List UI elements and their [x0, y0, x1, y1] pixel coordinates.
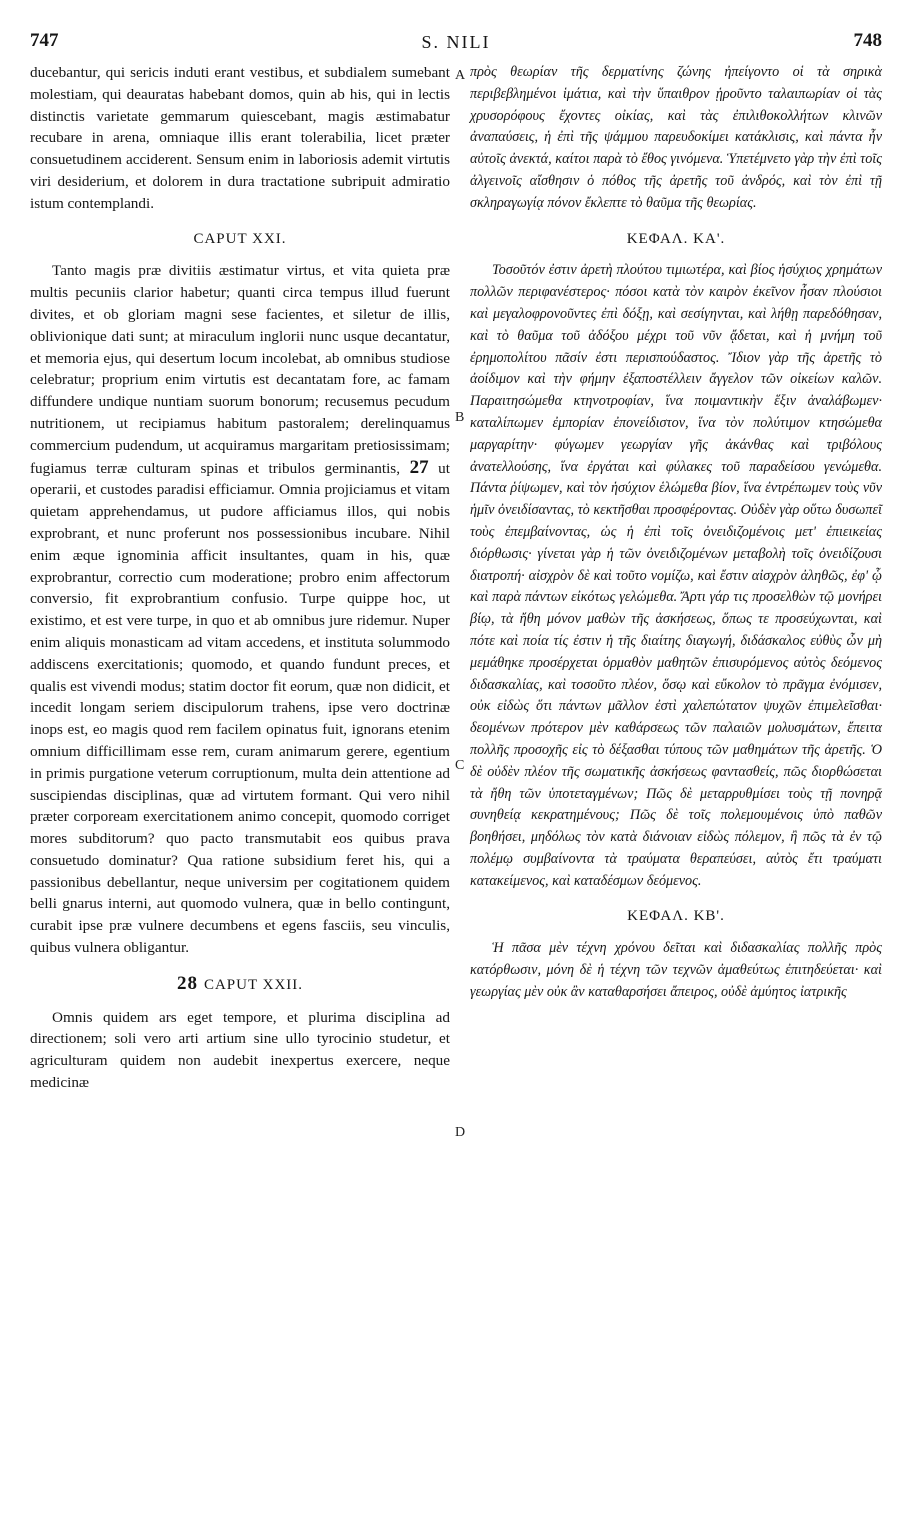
greek-kefal-21-paragraph: Τοσοῦτόν ἐστιν ἀρετὴ πλούτου τιμιωτέρα, καὶ βίος ἡσύχιος χρημάτων πολλῶν περιφανέστερος· πόσοι κατὰ τὸν καιρὸν ἐκεῖνον ἦσαν πλούσιοι καὶ μεγαλοφρονοῦντες ἐπὶ δόξῃ, καὶ σεσίγηνται, καὶ λήθῃ παρεδόθησαν, καὶ τὸ θαῦμα τοῦ ἀδόξου μέχρι τοῦ νῦν ᾄδεται, καὶ ἡ μνήμη τοῦ ἐρημοπολίτου πᾶσίν ἐστι περισπούδαστος. Ἴδιον γὰρ τῆς ἀρετῆς τὸ ἀοίδιμον καὶ τὴν φήμην ἐξαποστέλλειν ἄγγελον τῶν οἰκείων καλῶν. Παραιτησώμεθα κτηνοτροφίαν, ἵνα ποιμαντικὴν ἕξιν ἀναλάβωμεν· καταλίπωμεν ἐμπορίαν ἐπονείδιστον, ἵνα τὸν πολύτιμον κτησώμεθα μαργαρίτην· φύγωμεν γεωργίαν γῆς ἀκάνθας καὶ τριβόλους ἀνατελλούσης, ἵνα ἐργάται καὶ φύλακες τοῦ παραδείσου γενώμεθα. Πάντα ῥίψωμεν, καὶ τὸν ἡσύχιον ἑλώμεθα βίον, ἵνα ἐντρέπωμεν τοὺς νῦν ἡμῖν ὀνειδίσαντας, τὸ κεκτῆσθαι προσφέροντας. Οὐδὲν γὰρ οὕτω δυσωπεῖ τοὺς ἐπεμβαίνοντας, ὡς ἡ ἐπὶ τοῖς ὀνειδιζομένοις μετ' ἐπιεικείας διόρθωσις· γίνεται γὰρ ἡ τῶν ὀνειδιζομένων μεταβολὴ τοῖς ὀνειδίζουσι διατροπή· αἰσχρὸν δὲ καὶ τοῦτο νομίζω, καὶ ἔστιν αἰσχρὸν ἀληθῶς, ἐφ' ᾧ καὶ παρὰ πάντων εἰκότως γελώμεθα. Ἄρτι γάρ τις προσελθὼν τῷ μονήρει βίῳ, τὰ ἤθη μόνον μαθὼν τῆς ἀσκήσεως, ὅπως τε προσεύχωνται, καὶ πότε καὶ ποία τίς ἐστιν ἡ τῆς διαίτης διαγωγή, διδάσκαλος εὐθὺς ὧν μὴ μεμάθηκε προσέρχεται ὁρμαθὸν μαθητῶν ἐπισυρόμενος αὐτὸς δεόμενος διδασκαλίας, καὶ τοσοῦτο πλέον, ὅσῳ καὶ εὔκολον τὸ πρᾶγμα ἐνόμισεν, οὐκ εἰδὼς ὅτι πάντων μᾶλλον ἐστὶ χαλεπώτατον ψυχῶν ἐπιμελεῖσθαι· δεομένων πρότερον μὲν καθάρσεως τῶν παλαιῶν μολυσμάτων, ἔπειτα πολλῆς προσοχῆς εἰς τὸ δέξασθαι τύπους τῶν μαθημάτων τῆς ἀρετῆς. Ὁ δὲ οὐδὲν πλέον τῆς σωματικῆς ἀσκήσεως φαντασθείς, πῶς διορθώσεται τὰ ἤθη τῶν ὑποτεταγμένων; Πῶς δὲ μεταρρυθμίσει τοὺς τῇ πονηρᾷ συνηθείᾳ κεκρατημένους; Πῶς δὲ τοῖς πολεμουμένοις ὑπὸ παθῶν βοηθήσει, μηδόλως τὸν κατὰ διάνοιαν εἰδὼς πόλεμον, ἢ πῶς τὰ ἐν τῷ πολέμῳ συμβαίνοντα τὰ τραύματα θεραπεύσει, αὐτὸς ἔτι τραύματι κατακείμενος, καὶ καταδέσμων δεόμενος. — [470, 262, 882, 889]
margin-letter-a: A — [455, 68, 466, 83]
latin-caput-22-number: 28 — [176, 972, 198, 994]
latin-inline-number: 27 — [409, 456, 429, 478]
page-number-right: 748 — [853, 30, 882, 51]
running-title: S. NILI — [421, 32, 491, 52]
latin-column — [30, 62, 450, 1094]
greek-column — [470, 62, 882, 1004]
page-header — [30, 30, 882, 64]
latin-intro-paragraph: ducebantur, qui sericis induti erant vestibus, et subdialem sumebant molestiam, qui deauratas habebant domos, quin ab his, qui in lectis distinctis varietate gemmarum quiescebant, magis æstimabatur recubare in arena, omniaque illis erant tolerabilia, licet præter consuetudinem acciderent. Sensum enim in laboriosis ademit virtutis viri desiderium, et dolorem in dura tractatione subripuit admiratio istum contemplandi. — [30, 64, 450, 212]
latin-caput-21-text-part2: ut operarii, et custodes paradisi efficiamur. Omnia projiciamus et vitam quietam apprehendamus, ut pudore afficiamus illos, qui nobis exprobrant, et nunc proferunt nos possessionibus incubare. Nihil enim æque ignominia afficit insultantes, quam in his, quæ exprobrantur, correctio cum moderatione; probro enim affectorum conversio, fit exprobrantium confusio. Turpe quippe hoc, ut existimo, et est vere turpe, in quo et ab omnibus jure ridemur. Nuper enim aliquis monasticam ad vitam accedens, et instituta solummodo addiscens exercitationis; quomodo, et quando fundunt preces, et qualis est vivendi modus; statim doctor fit eorum, quæ non didicit, et incedit longam seriem discipulorum trahens, ipse vero doctrinæ inops est, eo magis quod rem facilem opinatus fuit, ignorans etenim omnium difficillimam esse rem, curam animarum gerere, egentium in primis purgatione veterum corruptionum, multa dein attentione ad suscipiendas disciplinas, quæ ad virtutem formant. Qui vero nihil præter corpoream exercitationem animo concepit, quomodo corriget mores subditorum? quo pacto transmutabit eos quibus prava consuetudo dominatur? Qua ratione subsidium feret his, qui a passionibus debellantur, neque universim per cogitationem quidem belli gnarus interni, aut quomodo vulnera, quæ in bello contingunt, curabit ipse præ vulnere decumbens et egens fasciis, seu vinculis, quibus vulnera obligantur. — [30, 459, 450, 957]
latin-caput-21-text-part1: Tanto magis præ divitiis æstimatur virtus, et vita quieta præ multis pecuniis clarior habetur; quanti circa tempus illud fuerunt divites, et ob gloriam magni sese facientes, et siletur de illis, oblivionique dati sunt; at miraculum inglorii nunc usque decantatur, et memoria ejus, qui desertum locum incolebat, ab omnibus studiose celebratur; proprium enim virtutis est decantatam fore, ac famam diffundere undique nuntiam suorum bonorum; recusemus pecudum nutritionem, ut recipiamus habitum pastoralem; derelinquamus commercium pudendum, ut acquiramus margaritam pretiosissimam; fugiamus terræ culturam spinas et tribulos germinantis, — [30, 262, 450, 477]
latin-caput-21-title: CAPUT XXI. — [193, 230, 287, 247]
latin-caput-21-paragraph — [30, 260, 450, 959]
greek-intro-paragraph: πρὸς θεωρίαν τῆς δερματίνης ζώνης ἠπείγοντο οἱ τὰ σηρικὰ περιβεβλημένοι ἱμάτια, καὶ τὴν ὕπαιθρον ᾑροῦντο ταλαιπωρίαν οἱ τὰς χρυσορόφους ἔχοντες οἰκίας, καὶ τὰς ἐπιλιθοκολλήτων κλινῶν ἀναπαύσεις, ἡ ἐπὶ τῆς ψάμμου παρευδοκίμει κατάκλισις, καὶ πάντα ἦν αὐτοῖς ἀνεκτά, καίτοι παρὰ τὸ ἔθος γινόμενα. Ὑπετέμνετο γὰρ τὴν ἐπὶ τοῖς ἀλγεινοῖς αἴσθησιν ὁ πόθος τῆς ἀρετῆς τοῦ ἀνδρός, καὶ τὸν ἐπὶ τῇ σκληραγωγίᾳ πόνον ἔκλεπτε τὸ θαῦμα τῆς θεωρίας. — [470, 64, 882, 211]
margin-letter-b: B — [455, 410, 465, 425]
latin-caput-22-title: CAPUT XXII. — [203, 976, 304, 993]
margin-letter-c: C — [455, 758, 465, 773]
greek-kefal-21-title: ΚΕΦΑΛ. ΚΑ'. — [626, 230, 726, 247]
latin-caput-22-heading — [30, 973, 450, 997]
greek-kefal-22-paragraph: Ἡ πᾶσα μὲν τέχνη χρόνου δεῖται καὶ διδασκαλίας πολλῆς πρὸς κατόρθωσιν, μόνη δὲ ἡ τέχνη τῶν τεχνῶν ἀμαθεύτως ἐπιτηδεύεται· καὶ γεωργίας μὲν οὐκ ἂν καταθαρσήσει ἄπειρος, οὐδὲ ἀμύητος ἰατρικῆς — [470, 940, 882, 1000]
page-number-left: 747 — [30, 30, 59, 51]
margin-letter-d: D — [455, 1125, 466, 1140]
latin-caput-22-paragraph: Omnis quidem ars eget tempore, et plurima disciplina ad directionem; soli vero arti artium sine ullo tyrocinio studetur, et agriculturam quidem non audebit inexpertus exercere, neque medicinæ — [30, 1008, 450, 1092]
greek-kefal-22-title: ΚΕΦΑΛ. ΚΒ'. — [627, 908, 725, 925]
